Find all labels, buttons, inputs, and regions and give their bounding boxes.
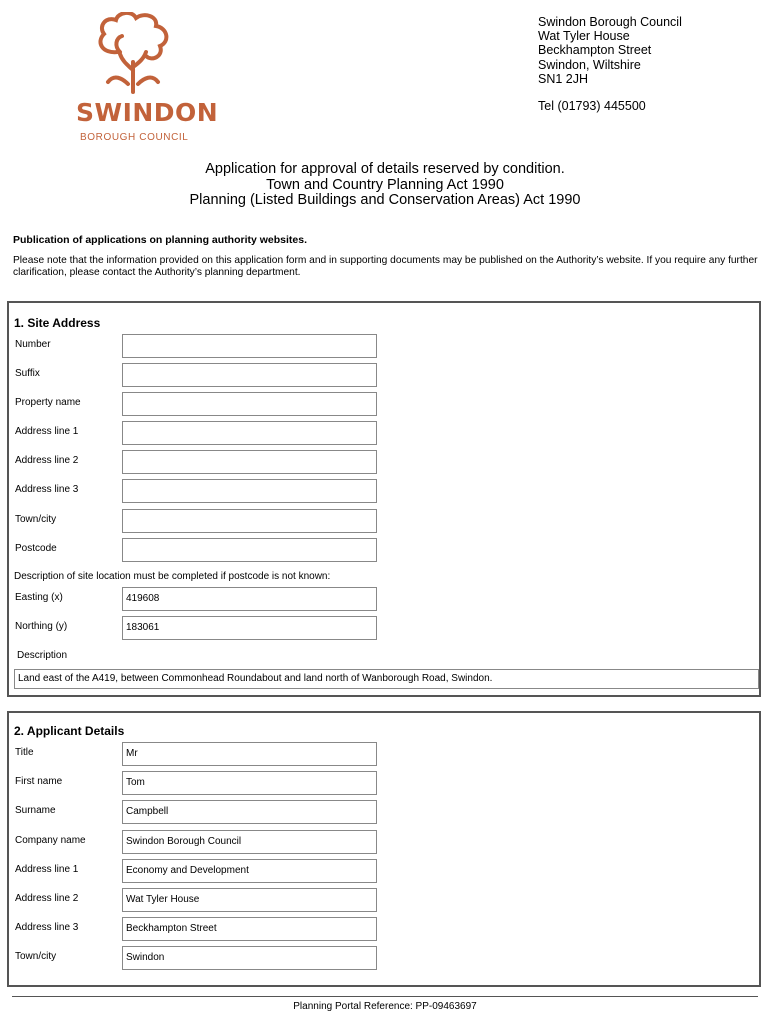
- field-label: Number: [15, 339, 51, 350]
- publication-notice: Please note that the information provided on this application form and in supporting documents may be published on the Authority’s website. If you require any further clarification, please contact the Authority’s planning department.: [13, 255, 758, 278]
- site-location-note: Description of site location must be completed if postcode is not known:: [14, 571, 331, 582]
- easting-field[interactable]: 419608: [122, 587, 377, 611]
- field-label: Surname: [15, 805, 56, 816]
- applicant-town-row: [15, 946, 385, 970]
- applicant-address-line-2-row: [15, 888, 385, 912]
- field-label: Suffix: [15, 368, 40, 379]
- site-address-section: [7, 301, 761, 697]
- field-label: Easting (x): [15, 592, 63, 603]
- site-postcode-row: [15, 538, 385, 562]
- applicant-town-field[interactable]: Swindon: [122, 946, 377, 970]
- council-address-line: SN1 2JH: [538, 71, 589, 86]
- council-telephone: Tel (01793) 445500: [538, 99, 646, 113]
- field-label: Town/city: [15, 514, 57, 525]
- field-label: Address line 2: [15, 893, 79, 904]
- field-label: Address line 1: [15, 426, 79, 437]
- site-postcode-field[interactable]: [122, 538, 377, 562]
- site-number-field[interactable]: [122, 334, 377, 358]
- form-title-line: Town and Country Planning Act 1990: [266, 176, 504, 193]
- applicant-address-line-3-field[interactable]: Beckhampton Street: [122, 917, 377, 941]
- site-suffix-row: [15, 363, 385, 387]
- applicant-address-line-1-row: [15, 859, 385, 883]
- northing-field[interactable]: 183061: [122, 616, 377, 640]
- field-label: Northing (y): [15, 621, 68, 632]
- applicant-title-field[interactable]: Mr: [122, 742, 377, 766]
- northing-row: [15, 616, 385, 640]
- site-address-line-1-field[interactable]: [122, 421, 377, 445]
- swindon-borough-council-logo: [76, 12, 219, 143]
- planning-portal-reference: Planning Portal Reference: PP-09463697: [293, 1001, 477, 1012]
- field-label: Address line 2: [15, 455, 79, 466]
- publication-heading: Publication of applications on planning authority websites.: [13, 234, 308, 246]
- applicant-address-line-1-field[interactable]: Economy and Development: [122, 859, 377, 883]
- site-town-row: [15, 509, 385, 533]
- form-title-line: Application for approval of details reserved by condition.: [205, 161, 565, 177]
- site-address-line-1-row: [15, 421, 385, 445]
- site-property-name-field[interactable]: [122, 392, 377, 416]
- field-label: Title: [15, 747, 34, 758]
- site-address-line-2-row: [15, 450, 385, 474]
- form-title: [0, 162, 770, 209]
- applicant-address-line-3-row: [15, 917, 385, 941]
- applicant-company-row: [15, 830, 385, 854]
- logo-name: SWINDON: [76, 98, 219, 127]
- council-address-line: Wat Tyler House: [538, 29, 630, 44]
- council-address: [538, 15, 682, 86]
- applicant-first-name-row: [15, 771, 385, 795]
- applicant-address-line-2-field[interactable]: Wat Tyler House: [122, 888, 377, 912]
- description-label: Description: [17, 650, 68, 661]
- logo-subtitle: BOROUGH COUNCIL: [80, 132, 189, 143]
- site-town-field[interactable]: [122, 509, 377, 533]
- council-address-line: Beckhampton Street: [538, 43, 652, 58]
- applicant-first-name-field[interactable]: Tom: [122, 771, 377, 795]
- field-label: Town/city: [15, 951, 57, 962]
- easting-row: [15, 587, 385, 611]
- field-label: Address line 1: [15, 864, 79, 875]
- site-address-line-3-field[interactable]: [122, 479, 377, 503]
- site-number-row: [15, 334, 385, 358]
- site-address-line-2-field[interactable]: [122, 450, 377, 474]
- applicant-title-row: [15, 742, 385, 766]
- section-title: 1. Site Address: [14, 316, 101, 330]
- site-description-field[interactable]: Land east of the A419, between Commonhead Roundabout and land north of Wanborough Road, Swindon.: [14, 669, 759, 689]
- field-label: Property name: [15, 397, 81, 408]
- applicant-company-field[interactable]: Swindon Borough Council: [122, 830, 377, 854]
- field-label: Company name: [15, 835, 86, 846]
- footer-divider: [12, 996, 758, 997]
- section-title: 2. Applicant Details: [14, 724, 125, 738]
- site-address-line-3-row: [15, 479, 385, 503]
- field-label: Address line 3: [15, 922, 79, 933]
- applicant-surname-row: [15, 800, 385, 824]
- field-label: First name: [15, 776, 63, 787]
- tree-emblem-icon: [88, 12, 178, 94]
- site-property-name-row: [15, 392, 385, 416]
- applicant-surname-field[interactable]: Campbell: [122, 800, 377, 824]
- form-title-line: Planning (Listed Buildings and Conservation Areas) Act 1990: [189, 192, 581, 208]
- applicant-details-section: [7, 711, 761, 987]
- council-address-line: Swindon, Wiltshire: [538, 57, 641, 72]
- council-address-line: Swindon Borough Council: [538, 15, 682, 29]
- field-label: Postcode: [15, 543, 57, 554]
- field-label: Address line 3: [15, 484, 79, 495]
- site-suffix-field[interactable]: [122, 363, 377, 387]
